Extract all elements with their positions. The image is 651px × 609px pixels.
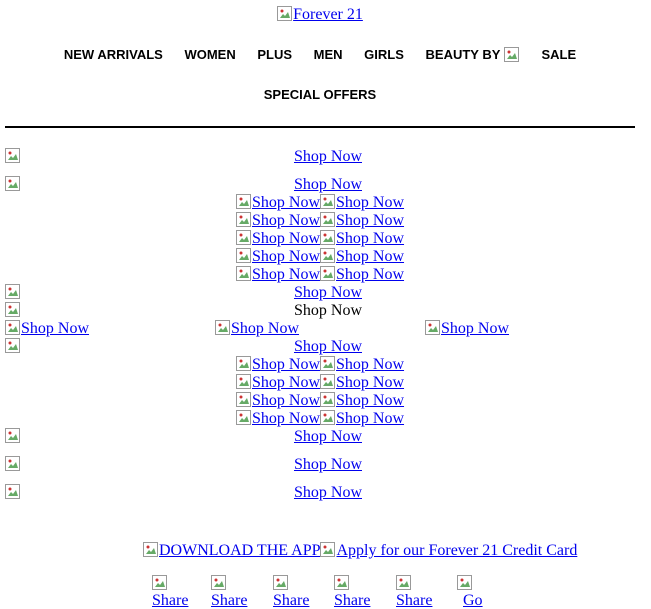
main-nav	[0, 47, 640, 63]
shop-now-image-link[interactable]: Shop Now	[320, 356, 404, 374]
shop-now-pair	[236, 410, 404, 428]
shop-now-pair	[236, 266, 404, 284]
nav-special-offers[interactable]: SPECIAL OFFERS	[263, 87, 377, 102]
broken-image-icon	[320, 374, 336, 390]
broken-image-icon	[273, 575, 289, 591]
shop-now-image-link[interactable]: Shop Now	[236, 248, 320, 266]
share-link[interactable]: Share	[152, 575, 182, 605]
broken-image-icon	[320, 410, 336, 426]
shop-now-pair	[236, 194, 404, 212]
shop-now-pair	[236, 374, 404, 392]
promo-row	[5, 484, 635, 502]
shop-now-image-link[interactable]: Shop Now	[320, 410, 404, 428]
broken-image-icon	[277, 6, 293, 22]
header-divider	[5, 126, 635, 128]
promo-row	[5, 428, 635, 446]
broken-image-icon	[236, 374, 252, 390]
shop-now-link[interactable]: Shop Now	[293, 176, 362, 193]
broken-image-icon	[320, 194, 336, 210]
shop-now-image-link[interactable]: Shop Now	[5, 320, 89, 338]
shop-now-text: Shop Now	[293, 302, 362, 319]
shop-now-pair	[236, 230, 404, 248]
shop-now-image-link[interactable]: Shop Now	[320, 194, 404, 212]
shop-now-image-link[interactable]: Shop Now	[320, 266, 404, 284]
shop-now-image-link[interactable]: Shop Now	[320, 248, 404, 266]
promo-row	[5, 338, 635, 356]
shop-now-image-link[interactable]: Shop Now	[320, 392, 404, 410]
nav-sale[interactable]: SALE	[541, 47, 577, 62]
shop-now-image-link[interactable]: Shop Now	[236, 230, 320, 248]
broken-image-icon	[504, 47, 520, 63]
broken-image-icon	[5, 320, 21, 336]
broken-image-icon	[320, 230, 336, 246]
nav-men[interactable]: MEN	[313, 47, 343, 62]
shop-now-pair	[236, 392, 404, 410]
nav-girls[interactable]: GIRLS	[364, 47, 404, 62]
credit-card-link[interactable]: Apply for our Forever 21 Credit Card	[320, 542, 577, 560]
promo-row	[5, 284, 635, 302]
shop-now-image-link[interactable]: Shop Now	[215, 320, 299, 338]
share-link[interactable]: Share	[273, 575, 303, 605]
shop-now-link[interactable]: Shop Now	[293, 484, 362, 501]
shop-now-link[interactable]: Shop Now	[293, 456, 362, 473]
shop-now-image-link[interactable]: Shop Now	[425, 320, 509, 338]
shop-now-image-link[interactable]: Shop Now	[236, 356, 320, 374]
shop-now-image-link[interactable]	[425, 320, 509, 338]
shop-now-image-link[interactable]: Shop Now	[236, 266, 320, 284]
broken-image-icon	[236, 410, 252, 426]
go-link[interactable]: Go	[457, 575, 487, 605]
broken-image-icon	[425, 320, 441, 336]
promo-row	[5, 176, 635, 194]
shop-now-pair	[236, 248, 404, 266]
shop-now-image-link[interactable]: Shop Now	[236, 392, 320, 410]
nav-new-arrivals[interactable]: NEW ARRIVALS	[63, 47, 163, 62]
broken-image-icon	[236, 212, 252, 228]
shop-now-link[interactable]: Shop Now	[293, 284, 362, 301]
broken-image-icon	[320, 212, 336, 228]
shop-now-image-link[interactable]: Shop Now	[320, 230, 404, 248]
broken-image-icon	[236, 194, 252, 210]
broken-image-icon	[320, 356, 336, 372]
nav-women[interactable]: WOMEN	[184, 47, 236, 62]
download-app-link[interactable]: DOWNLOAD THE APP	[143, 542, 320, 560]
share-link[interactable]: Share	[334, 575, 364, 605]
broken-image-icon	[320, 266, 336, 282]
broken-image-icon	[320, 542, 336, 558]
shop-now-image-link[interactable]	[215, 320, 299, 338]
broken-image-icon	[236, 356, 252, 372]
shop-now-image-link[interactable]: Shop Now	[236, 374, 320, 392]
shop-now-image-link[interactable]: Shop Now	[236, 194, 320, 212]
share-link[interactable]: Share	[396, 575, 426, 605]
broken-image-icon	[457, 575, 473, 591]
shop-now-image-link[interactable]: Shop Now	[236, 410, 320, 428]
shop-now-pair	[236, 356, 404, 374]
broken-image-icon	[236, 248, 252, 264]
broken-image-icon	[396, 575, 412, 591]
nav-beauty-by[interactable]: BEAUTY BY	[426, 47, 520, 62]
shop-now-link[interactable]: Shop Now	[293, 338, 362, 355]
broken-image-icon	[152, 575, 168, 591]
forever21-logo[interactable]: Forever 21	[277, 6, 363, 24]
footer-links	[143, 542, 577, 563]
share-link[interactable]: Share	[211, 575, 241, 605]
broken-image-icon	[334, 575, 350, 591]
broken-image-icon	[143, 542, 159, 558]
shop-now-link[interactable]: Shop Now	[293, 148, 362, 165]
broken-image-icon	[236, 266, 252, 282]
broken-image-icon	[236, 230, 252, 246]
shop-now-pair	[236, 212, 404, 230]
logo-link[interactable]	[0, 6, 640, 27]
broken-image-icon	[236, 392, 252, 408]
broken-image-icon	[320, 248, 336, 264]
promo-row	[5, 148, 635, 166]
broken-image-icon	[215, 320, 231, 336]
shop-now-image-link[interactable]	[5, 320, 89, 338]
broken-image-icon	[320, 392, 336, 408]
broken-image-icon	[211, 575, 227, 591]
shop-now-image-link[interactable]: Shop Now	[320, 374, 404, 392]
nav-plus[interactable]: PLUS	[257, 47, 293, 62]
shop-now-image-link[interactable]: Shop Now	[236, 212, 320, 230]
promo-row	[5, 456, 635, 474]
promo-row	[5, 302, 635, 320]
shop-now-image-link[interactable]: Shop Now	[320, 212, 404, 230]
shop-now-link[interactable]: Shop Now	[293, 428, 362, 445]
